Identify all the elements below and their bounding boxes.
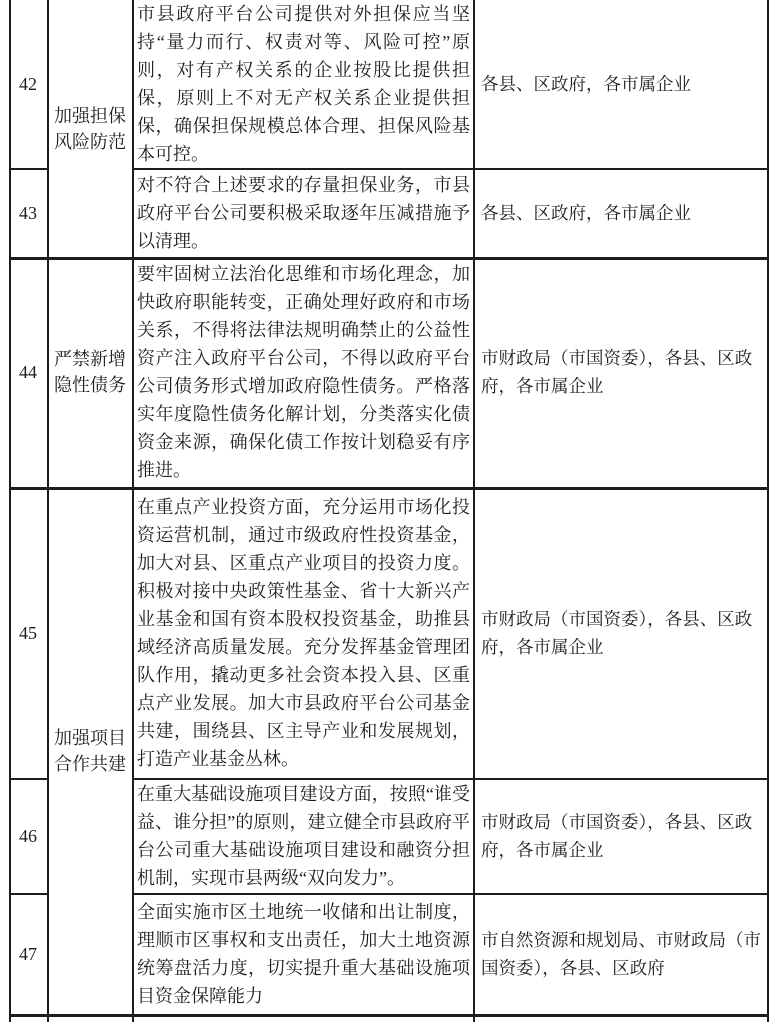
row-44-responsible: 市财政局（市国资委），各县、区政府，各市属企业 (481, 348, 753, 396)
row-45-number: 45 (19, 622, 37, 643)
row-47-measure: 全面实施市区土地统一收储和出让制度，理顺市区事权和支出责任，加大土地资源统筹盘活力度，切实提升重大基础设施项目资金保障能力 (137, 901, 470, 1006)
row-46-number: 46 (19, 825, 37, 846)
row-45-responsible: 市财政局（市国资委），各县、区政府，各市属企业 (481, 608, 753, 657)
row-42-number: 42 (19, 74, 37, 94)
row-42-responsible: 各县、区政府，各市属企业 (481, 74, 691, 94)
row-44-measure: 要牢固树立法治化思维和市场化理念，加快政府职能转变，正确处理好政府和市场关系，不得将法律法规明确禁止的公益性资产注入政府平台公司，不得以政府平台公司债务形式增加政府隐性债务。严格落实年度隐性债务化解计划，分类落实化债资金来源，确保化债工作按计划稳妥有序推进。 (137, 264, 470, 480)
row-47-responsible: 市自然资源和规划局、市财政局（市国资委），各县、区政府 (481, 929, 761, 978)
row-42-measure: 市县政府平台公司提供对外担保应当坚持“量力而行、权责对等、风险可控”原则，对有产权关系的企业按股比提供担保，原则上不对无产权关系企业提供担保，确保担保规模总体合理、担保风险基本可控。 (137, 4, 470, 164)
row-43-measure: 对不符合上述要求的存量担保业务，市县政府平台公司要积极采取逐年压减措施予以清理。 (137, 174, 470, 251)
category-guarantee-risk: 加强担保风险防范 (54, 105, 126, 152)
table-border-right (767, 0, 769, 1022)
row-46-measure: 在重大基础设施项目建设方面，按照“谁受益、谁分担”的原则，建立健全市县政府平台公司重大基础设施项目建设和融资分担机制，实现市县两级“双向发力”。 (137, 783, 470, 888)
row-46-responsible: 市财政局（市国资委），各县、区政府，各市属企业 (481, 811, 753, 860)
row-45-measure: 在重点产业投资方面，充分运用市场化投资运营机制，通过市级政府性投资基金，加大对县、区重点产业项目的投资力度。积极对接中央政策性基金、省十大新兴产业基金和国有资本股权投资基金，助推县域经济高质量发展。充分发挥基金管理团队作用，撬动更多社会资本投入县、区重点产业发展。加大市县政府平台公司基金共建，围绕县、区主导产业和发展规划，打造产业基金丛林。 (137, 496, 470, 769)
row-43-responsible: 各县、区政府，各市属企业 (481, 202, 691, 223)
row-47-number: 47 (19, 943, 37, 964)
row-44-number: 44 (19, 362, 37, 382)
group-divider-47-48 (9, 1014, 768, 1017)
category-hidden-debt: 严禁新增隐性债务 (54, 349, 126, 395)
category-project-cooperation: 加强项目合作共建 (54, 727, 126, 774)
row-43-number: 43 (19, 202, 37, 223)
